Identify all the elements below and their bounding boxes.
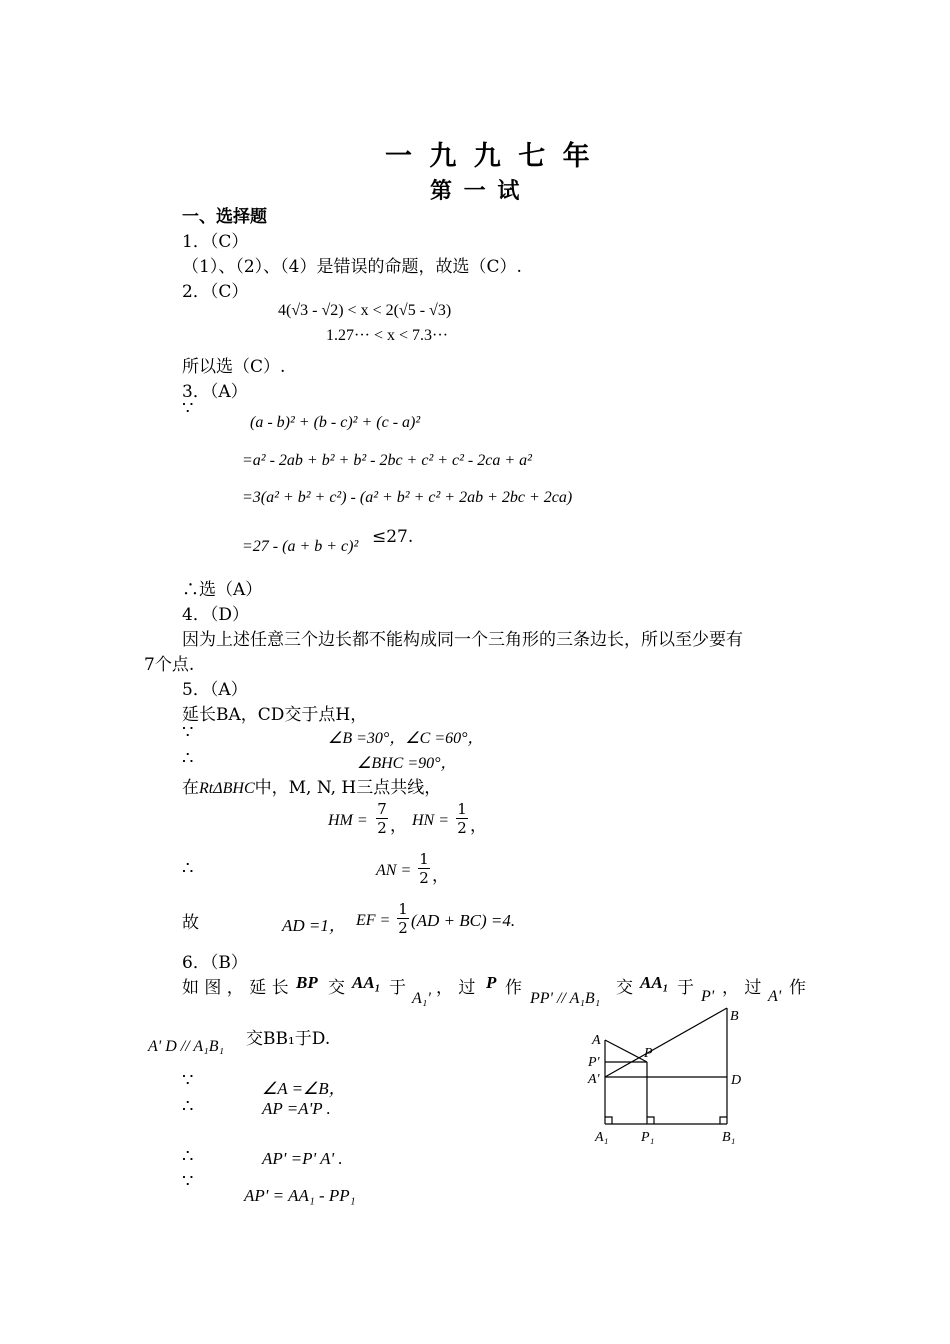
label-P: P <box>644 1046 653 1061</box>
q2-inequality-2: 1.27··· < x < 7.3··· <box>326 327 449 344</box>
fraction-numerator: 7 <box>377 800 387 818</box>
label-A1: A₁ <box>595 1130 609 1145</box>
q5-text-1: 延长BA，CD交于点H， <box>182 705 368 725</box>
q6-eq1: ∠A =∠B， <box>262 1079 346 1098</box>
fraction-an <box>418 850 430 887</box>
page-title: 一 九 九 七 年 <box>385 141 594 172</box>
fraction-hn <box>456 800 468 837</box>
fraction-numerator: 1 <box>398 900 408 918</box>
q6-w5: 于 <box>389 978 406 998</box>
therefore-symbol: ∴ <box>182 1146 194 1167</box>
right-angle-mark <box>720 1117 727 1124</box>
q5-hn-end: ， <box>470 816 487 836</box>
q6-w6: A₁' <box>412 990 431 1007</box>
q2-conclusion: 所以选（C）. <box>182 357 286 377</box>
therefore-symbol: ∴ <box>182 1096 194 1117</box>
q5-an-lhs: AN = <box>376 862 412 879</box>
q6-w12: AA₁ <box>640 973 669 992</box>
q4-text-1: 因为上述任意三个边长都不能构成同一个三角形的三条边长，所以至少要有 <box>182 630 743 650</box>
fraction-ef <box>397 900 409 937</box>
q6-w1: 如 图 ， 延 长 <box>182 978 289 998</box>
label-A: A <box>592 1033 601 1048</box>
q6-w7: ， 过 <box>436 978 476 998</box>
q6-w16: A' <box>768 988 782 1005</box>
q6-line2a: A' D // A₁B₁ <box>148 1038 225 1055</box>
q6-eq3: AP' =P' A' . <box>262 1149 343 1168</box>
q6-w13: 于 <box>677 978 694 998</box>
therefore-symbol: ∴ <box>182 858 194 879</box>
q3-line-4: =27 - (a + b + c)² <box>242 538 359 555</box>
q5-hm-sep: ， <box>390 816 407 836</box>
q6-w15: ， 过 <box>722 978 762 998</box>
because-symbol: ∵ <box>182 1070 194 1091</box>
q5-ef-lhs: EF = <box>356 912 391 929</box>
q2-inequality-1: 4(√3 - √2) < x < 2(√5 - √3) <box>278 302 452 319</box>
q5-ad: AD =1， <box>282 916 346 935</box>
round-title: 第 一 试 <box>430 179 522 204</box>
label-B: B <box>730 1009 739 1024</box>
q4-number: 4．（D） <box>182 605 249 625</box>
right-angle-mark <box>605 1117 612 1124</box>
q6-w4: AA₁ <box>352 973 381 992</box>
because-symbol: ∵ <box>182 722 194 743</box>
q6-w14: P' <box>701 988 715 1005</box>
q3-number: 3．（A） <box>182 382 248 402</box>
because-symbol: ∵ <box>182 1171 194 1192</box>
q5-number: 5．（A） <box>182 680 248 700</box>
fraction-denominator: 2 <box>457 819 467 837</box>
q6-line2b: 交BB₁于D. <box>246 1029 331 1049</box>
q2-number: 2．（C） <box>182 282 249 302</box>
label-D: D <box>731 1073 742 1088</box>
fraction-numerator: 1 <box>419 850 429 868</box>
q5-hm-lhs: HM = <box>328 812 368 829</box>
q6-w10: PP' // A₁B₁ <box>530 990 601 1007</box>
q5-angle-bhc: ∠BHC =90°， <box>357 755 457 772</box>
because-symbol: ∵ <box>182 398 194 419</box>
q5-an-end: ， <box>432 866 449 886</box>
q5-in-post: 中，M, N, H三点共线， <box>254 778 442 798</box>
q5-gu: 故 <box>182 913 199 933</box>
q5-ef-rhs: (AD + BC) =4. <box>411 911 516 930</box>
q5-triangle: RtΔBHC <box>199 780 255 797</box>
q5-in-pre: 在 <box>182 778 199 798</box>
label-P-prime: P' <box>588 1055 600 1070</box>
q6-w8: P <box>486 973 497 992</box>
q6-w3: 交 <box>328 978 345 998</box>
q6-w2: BP <box>296 973 318 992</box>
geometry-diagram <box>580 1000 760 1150</box>
therefore-symbol: ∴ <box>182 748 194 769</box>
q5-text-2 <box>182 773 441 798</box>
fraction-denominator: 2 <box>419 869 429 887</box>
q6-eq4: AP' = AA₁ - PP₁ <box>244 1186 356 1205</box>
q3-line-1: (a - b)² + (b - c)² + (c - a)² <box>250 414 421 431</box>
q6-w17: 作 <box>789 978 806 998</box>
q3-line-3: =3(a² + b² + c²) - (a² + b² + c² + 2ab + 2bc + 2ca) <box>242 489 573 506</box>
q3-conclusion: ∴选（A） <box>182 580 263 600</box>
label-P1: P₁ <box>641 1130 655 1145</box>
q6-eq2: AP =A'P . <box>262 1099 331 1118</box>
fraction-denominator: 2 <box>377 819 387 837</box>
segment-A-prime-B <box>605 1008 727 1077</box>
q1-text: （1）、（2）、（4）是错误的命题，故选（C）. <box>182 257 522 277</box>
q1-number: 1．（C） <box>182 232 249 252</box>
right-angle-mark <box>647 1117 654 1124</box>
q6-number: 6．（B） <box>182 953 248 973</box>
q5-hn-lhs: HN = <box>412 812 450 829</box>
q3-line-2: =a² - 2ab + b² + b² - 2bc + c² + c² - 2ca + a² <box>242 452 532 469</box>
q5-angles: ∠B =30°，∠C =60°， <box>328 730 484 747</box>
q6-w9: 作 <box>505 978 522 998</box>
q6-w11: 交 <box>616 978 633 998</box>
segment-AP <box>605 1040 647 1062</box>
section-heading: 一、选择题 <box>182 207 267 227</box>
q3-line-4-end: ≤27. <box>372 527 414 547</box>
fraction-numerator: 1 <box>457 800 467 818</box>
fraction-denominator: 2 <box>398 919 408 937</box>
label-A-prime: A' <box>588 1072 600 1087</box>
fraction-hm <box>376 800 388 837</box>
q4-text-2: 7个点. <box>144 655 195 675</box>
label-B1: B₁ <box>722 1130 736 1145</box>
